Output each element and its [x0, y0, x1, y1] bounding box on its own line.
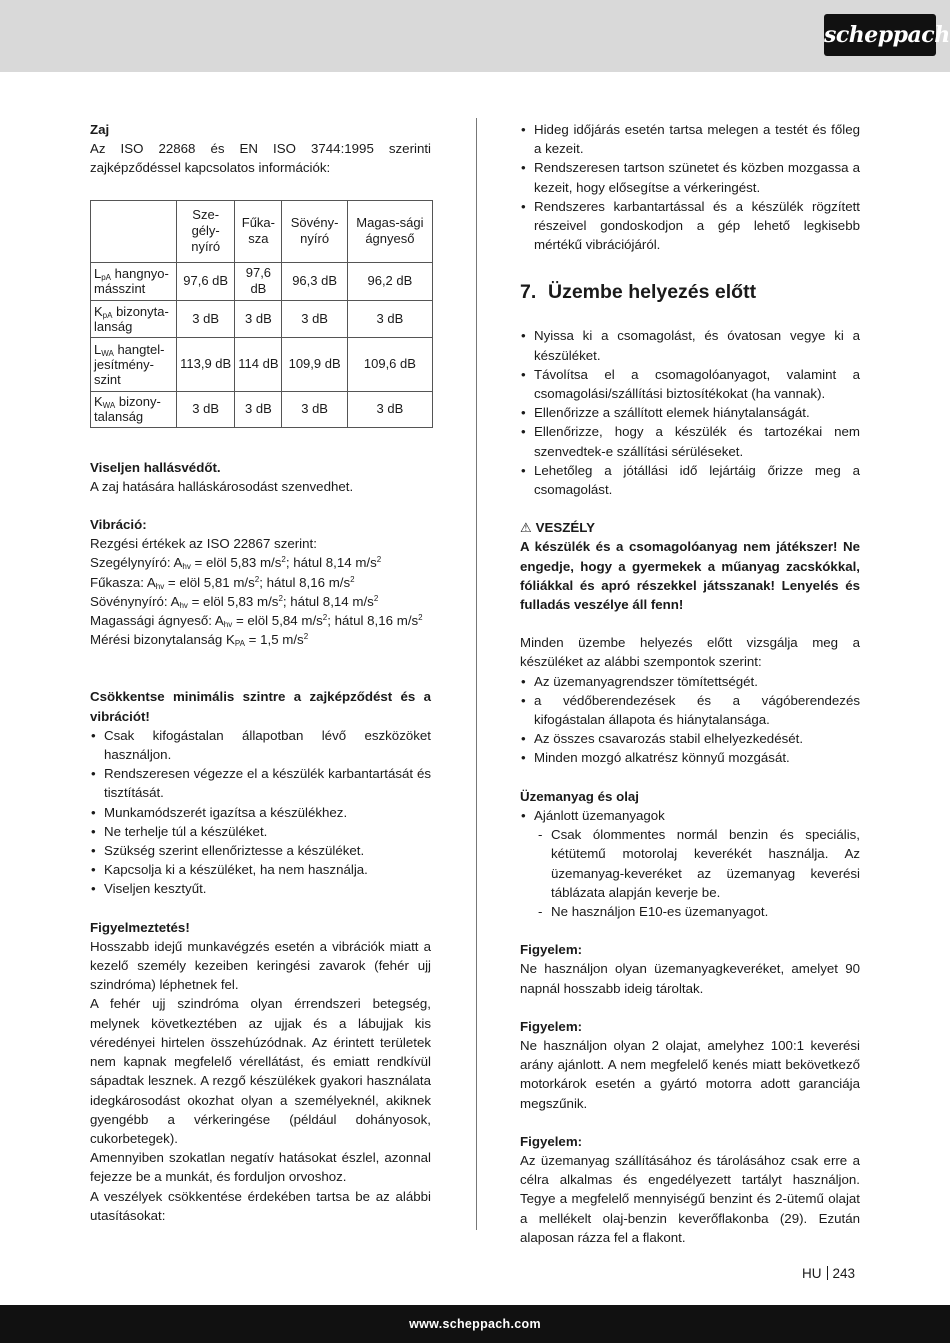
vibration-line: Fűkasza: $A_{hv}$ = elöl 5,81 $m/s^2$; hátul 8,16 $m/s^2$	[90, 574, 355, 591]
table-cell: 3 dB	[282, 300, 347, 337]
table-row	[91, 337, 433, 391]
scheppach-logo: scheppach	[824, 14, 936, 56]
vibration-line: Magassági ágnyeső: $A_{hv}$ = elöl 5,84 $m/s^2$; hátul 8,16 $m/s^2$	[90, 613, 423, 630]
table-header-cell: Magas-sági ágnyeső	[347, 200, 432, 262]
table-row-label: $K_{pA}$ bizonyta-lanság	[91, 300, 177, 337]
table-cell: 113,9 dB	[177, 337, 235, 391]
table-cell: 96,3 dB	[282, 262, 347, 300]
table-cell: 3 dB	[347, 391, 432, 427]
danger-text: A készülék és a csomagolóanyag nem játékszer! Ne engedje, hogy a gyermekek a műanyag zacskókkal, fóliákkal és apró részekkel játsszanak! Lenyelés és fulladás veszélye áll fenn!	[520, 539, 860, 613]
list-item: • a védőberendezések és a vágóberendezés kifogástalan állapota és hiánytalansága.	[520, 691, 860, 729]
table-row	[91, 262, 433, 300]
list-item: • Szükség szerint ellenőriztesse a készüléket.	[90, 841, 431, 860]
column-divider	[476, 118, 477, 1230]
table-cell: 109,9 dB	[282, 337, 347, 391]
note-text: Ne használjon olyan üzemanyagkeveréket, amelyet 90 napnál hosszabb ideig tároltak.	[520, 961, 860, 996]
table-cell: 3 dB	[235, 391, 282, 427]
table-row-label: $K_{WA}$ bizony-talanság	[91, 391, 177, 427]
vibration-intro: Rezgési értékek az ISO 22867 szerint:	[90, 536, 317, 552]
section-title	[520, 280, 860, 304]
table-row	[91, 300, 433, 337]
table-header-cell: Sövény-nyíró	[282, 200, 347, 262]
list-item: • Az összes csavarozás stabil elhelyezkedését.	[520, 729, 860, 748]
table-cell: 109,6 dB	[347, 337, 432, 391]
warning-heading: Figyelmeztetés!	[90, 919, 190, 935]
hearing-heading: Viseljen hallásvédőt.	[90, 459, 221, 475]
right-column	[520, 120, 860, 1247]
vibration-heading: Vibráció:	[90, 517, 147, 533]
table-row-label: $L_{WA}$ hangtel-jesítmény-szint	[91, 337, 177, 391]
vibration-line: Szegélynyíró: $A_{hv}$ = elöl 5,83 $m/s^2$; hátul 8,14 $m/s^2$	[90, 555, 382, 572]
list-item: • Ellenőrizze a szállított elemek hiánytalanságát.	[520, 403, 860, 422]
table-cell: 3 dB	[235, 300, 282, 337]
list-item: • Lehetőleg a jótállási idő lejártáig őrizze meg a csomagolást.	[520, 461, 860, 499]
table-cell: 97,6 dB	[177, 262, 235, 300]
warning-triangle-icon: ⚠	[520, 520, 532, 536]
table-corner-cell	[91, 200, 177, 262]
list-item: • Rendszeresen végezze el a készülék karbantartását és tisztítását.	[90, 764, 431, 802]
list-item: • Rendszeres karbantartással és a készülék rögzített részeivel gondoskodjon a gép lehető legkisebb mértékű vibrációjáról.	[520, 197, 860, 255]
table-cell: 96,2 dB	[347, 262, 432, 300]
list-item: • Távolítsa el a csomagolóanyagot, valamint a csomagolási/szállítási biztosítékokat (ha vannak).	[520, 365, 860, 403]
list-item: • Viseljen kesztyűt.	[90, 879, 431, 898]
setup-list	[520, 326, 860, 499]
danger-heading: ⚠ VESZÉLY	[520, 518, 860, 537]
reduce-heading: Csökkentse minimális szintre a zajképződést és a vibrációt!	[90, 689, 431, 724]
warning-paragraph: A veszélyek csökkentése érdekében tartsa be az alábbi utasításokat:	[90, 1188, 431, 1223]
list-item: • Ajánlott üzemanyagok	[520, 806, 860, 825]
list-item: - Csak ólommentes normál benzin és speciális, kétütemű motorolaj keverékét használja. Az üzemanyag-keveréket az üzemanyag keverési táblázata alapján keverje be.	[520, 825, 860, 902]
warning-paragraph: A fehér ujj szindróma olyan érrendszeri betegség, melynek következtében az ujjak és a lábujjak kis véredényei hirtelen összehúzódnak. Az érintett területek nem kapnak megfelelő vérellátást, és emiatt rendkívül sápadtak lesznek. A rezgő készülékek gyakori használata idegkárosodást okozhat olyan a személyeknél, akiknek gyengébb a vérkeringése (például dohányosok, cukorbetegek).	[90, 996, 431, 1146]
note-heading: Figyelem:	[520, 942, 583, 958]
table-cell: 3 dB	[347, 300, 432, 337]
note-heading: Figyelem:	[520, 1018, 583, 1034]
page-number-separator	[827, 1266, 828, 1280]
list-item: • Ne terhelje túl a készüléket.	[90, 822, 431, 841]
reduce-list	[90, 726, 431, 899]
warning-paragraph: Hosszabb idejű munkavégzés esetén a vibrációk miatt a kezelő személy kezeiben keringési zavarok (fehér ujj szindróma) léphetnek fel.	[90, 938, 431, 993]
list-item: • Az üzemanyagrendszer tömítettségét.	[520, 672, 860, 691]
page-number-value: 243	[832, 1266, 856, 1281]
section-title-text: Üzembe helyezés előtt	[548, 281, 757, 304]
vibration-line: Sövénynyíró: $A_{hv}$ = elöl 5,83 $m/s^2$; hátul 8,14 $m/s^2$	[90, 593, 379, 610]
vibration-tips-list	[520, 120, 860, 254]
list-item: • Hideg időjárás esetén tartsa melegen a testét és főleg a kezeit.	[520, 120, 860, 158]
page-number	[802, 1264, 855, 1283]
list-item: • Minden mozgó alkatrész könnyű mozgását.	[520, 748, 860, 767]
list-item: • Kapcsolja ki a készüléket, ha nem használja.	[90, 860, 431, 879]
warning-paragraph: Amennyiben szokatlan negatív hatásokat észlel, azonnal fejezze be a munkát, és forduljon orvoshoz.	[90, 1150, 431, 1185]
note-text: Ne használjon olyan 2 olajat, amelyhez 100:1 keverési arány ajánlott. A nem megfelelő kenés miatt bekövetkező motorkárok esetén a gyártó motorra adott garanciája megszűnik.	[520, 1037, 860, 1111]
fuel-list	[520, 806, 860, 825]
list-item: • Munkamódszerét igazítsa a készülékhez.	[90, 803, 431, 822]
fuel-sub-list	[520, 825, 860, 921]
noise-intro: Az ISO 22868 és EN ISO 3744:1995 szerinti zajképződéssel kapcsolatos információk:	[90, 141, 431, 176]
table-header-cell: Sze-gély-nyíró	[177, 200, 235, 262]
table-cell: 3 dB	[282, 391, 347, 427]
table-row-label: $L_{pA}$ hangnyo-másszint	[91, 262, 177, 300]
list-item: • Csak kifogástalan állapotban lévő eszközöket használjon.	[90, 726, 431, 764]
table-cell: 97,6 dB	[235, 262, 282, 300]
table-header-cell: Fűka-sza	[235, 200, 282, 262]
table-row	[91, 391, 433, 427]
check-intro: Minden üzembe helyezés előtt vizsgálja meg a készüléket az alábbi szempontok szerint:	[520, 635, 860, 670]
table-header-row	[91, 200, 433, 262]
hearing-text: A zaj hatására halláskárosodást szenvedhet.	[90, 478, 354, 494]
page-lang: HU	[802, 1266, 822, 1281]
note-heading: Figyelem:	[520, 1133, 583, 1149]
fuel-heading: Üzemanyag és olaj	[520, 788, 639, 804]
footer-url[interactable]: www.scheppach.com	[0, 1305, 950, 1343]
table-cell: 114 dB	[235, 337, 282, 391]
noise-heading: Zaj	[90, 122, 110, 137]
note-text: Az üzemanyag szállításához és tárolásához csak erre a célra alkalmas és engedélyezett tartályt használjon. Tegye a megfelelő mennyiségű benzint és 2-ütemű olajat a mellékelt olaj-benzin keverőflakonba (29). Ezután alaposan rázza fel a flakont.	[520, 1152, 860, 1245]
header-bar	[0, 0, 950, 72]
list-item: • Nyissa ki a csomagolást, és óvatosan vegye ki a készüléket.	[520, 326, 860, 364]
check-list	[520, 672, 860, 768]
vibration-uncertainty: Mérési bizonytalanság $K_{PA} = 1,5$ $m/s^2$	[90, 632, 309, 649]
section-number: 7.	[520, 281, 537, 304]
table-cell: 3 dB	[177, 391, 235, 427]
left-column	[90, 120, 431, 1225]
table-cell: 3 dB	[177, 300, 235, 337]
noise-table	[90, 200, 433, 428]
list-item: • Ellenőrizze, hogy a készülék és tartozékai nem szenvedtek-e szállítási sérüléseket.	[520, 422, 860, 460]
list-item: - Ne használjon E10-es üzemanyagot.	[520, 902, 860, 921]
list-item: • Rendszeresen tartson szünetet és közben mozgassa a kezeit, hogy elősegítse a vérkeringést.	[520, 158, 860, 196]
